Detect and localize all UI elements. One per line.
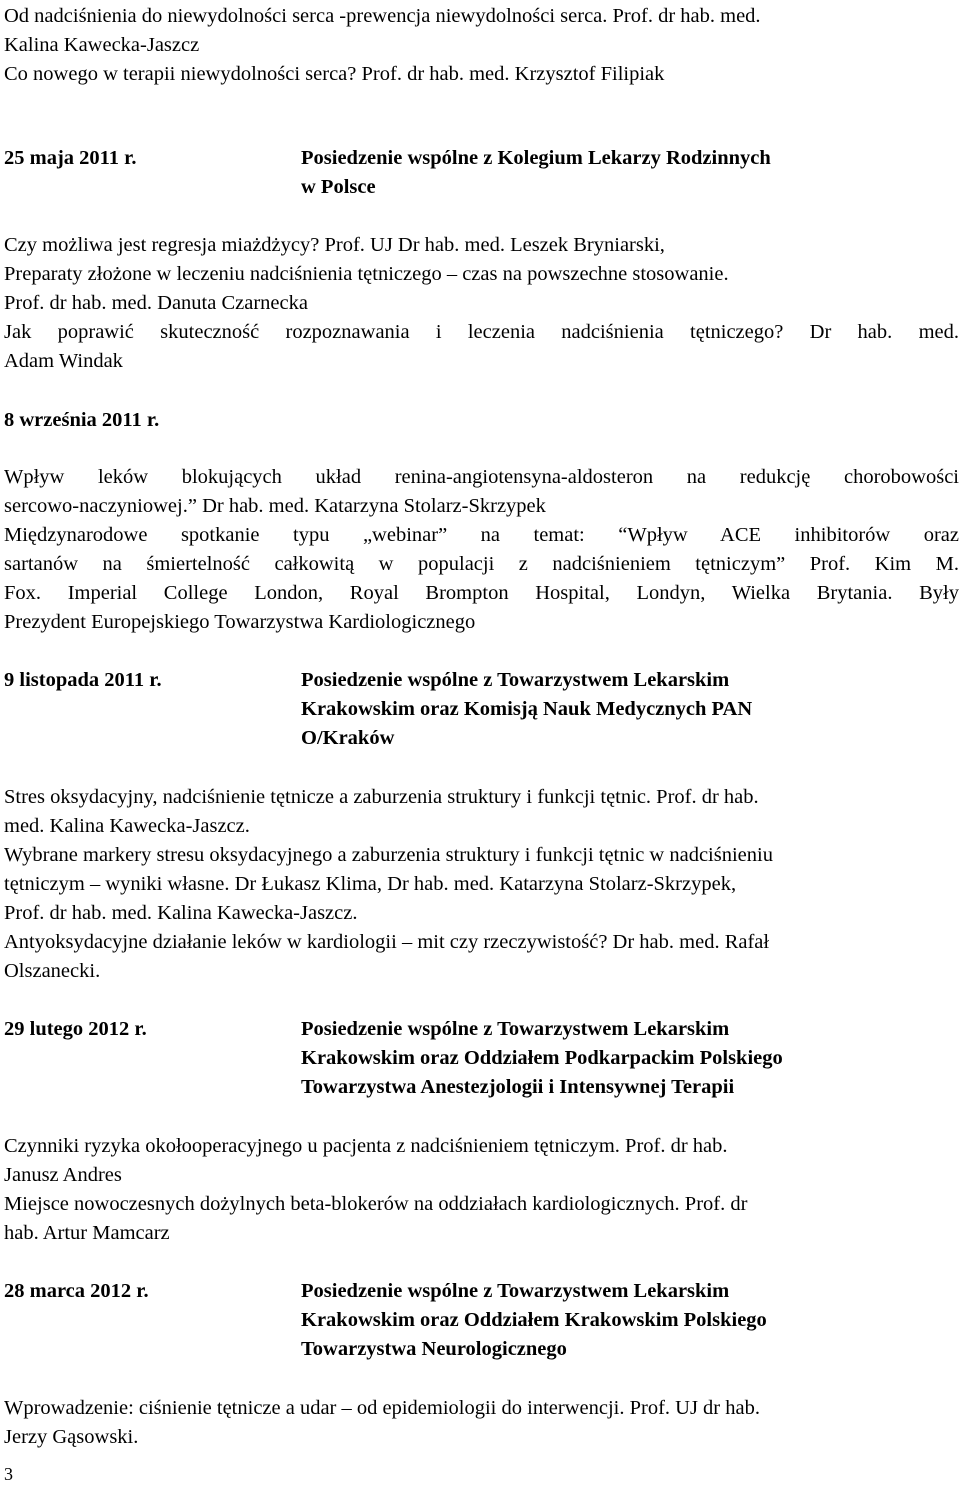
meeting-date: 28 marca 2012 r. <box>4 1280 149 1302</box>
lecture-line: Preparaty złożone w leczeniu nadciśnienia tętniczego – czas na powszechne stosowanie. <box>4 263 729 285</box>
meeting-title: Towarzystwa Neurologicznego <box>301 1338 567 1360</box>
meeting-date: 25 maja 2011 r. <box>4 147 137 169</box>
meeting-date: 8 września 2011 r. <box>4 409 160 431</box>
lecture-line: Jak poprawić skuteczność rozpoznawania i leczenia nadciśnienia tętniczego? Dr hab. med. <box>4 321 959 343</box>
lecture-line: Adam Windak <box>4 350 123 372</box>
lecture-line: Fox. Imperial College London, Royal Brompton Hospital, Londyn, Wielka Brytania. Były <box>4 582 959 604</box>
lecture-line: Prezydent Europejskiego Towarzystwa Kardiologicznego <box>4 611 476 633</box>
meeting-title: Krakowskim oraz Komisją Nauk Medycznych PAN <box>301 698 753 720</box>
meeting-date: 9 listopada 2011 r. <box>4 669 162 691</box>
meeting-title: O/Kraków <box>301 727 395 749</box>
lecture-line: Międzynarodowe spotkanie typu „webinar” na temat: “Wpływ ACE inhibitorów oraz <box>4 524 959 546</box>
intro-line: Co nowego w terapii niewydolności serca? Prof. dr hab. med. Krzysztof Filipiak <box>4 63 665 85</box>
lecture-line: Olszanecki. <box>4 960 101 982</box>
lecture-line: Prof. dr hab. med. Kalina Kawecka-Jaszcz. <box>4 902 358 924</box>
lecture-line: Prof. dr hab. med. Danuta Czarnecka <box>4 292 308 314</box>
lecture-line: Wprowadzenie: ciśnienie tętnicze a udar – od epidemiologii do interwencji. Prof. UJ dr hab. <box>4 1397 760 1419</box>
lecture-line: tętniczym – wyniki własne. Dr Łukasz Klima, Dr hab. med. Katarzyna Stolarz-Skrzypek, <box>4 873 737 895</box>
lecture-line: Janusz Andres <box>4 1164 122 1186</box>
lecture-line: Wpływ leków blokujących układ renina-angiotensyna-aldosteron na redukcję chorobowości <box>4 466 959 488</box>
lecture-line: sartanów na śmiertelność całkowitą w populacji z nadciśnieniem tętniczym” Prof. Kim M. <box>4 553 959 575</box>
meeting-title: Towarzystwa Anestezjologii i Intensywnej Terapii <box>301 1076 735 1098</box>
meeting-title: Krakowskim oraz Oddziałem Krakowskim Polskiego <box>301 1309 767 1331</box>
page-number: 3 <box>4 1464 13 1484</box>
lecture-line: hab. Artur Mamcarz <box>4 1222 170 1244</box>
lecture-line: sercowo-naczyniowej.” Dr hab. med. Katarzyna Stolarz-Skrzypek <box>4 495 546 517</box>
lecture-line: Czynniki ryzyka okołooperacyjnego u pacjenta z nadciśnieniem tętniczym. Prof. dr hab. <box>4 1135 728 1157</box>
lecture-line: Czy możliwa jest regresja miażdżycy? Prof. UJ Dr hab. med. Leszek Bryniarski, <box>4 234 665 256</box>
intro-line: Od nadciśnienia do niewydolności serca -prewencja niewydolności serca. Prof. dr hab. med. <box>4 5 761 27</box>
meeting-title: w Polsce <box>301 176 376 198</box>
meeting-title: Posiedzenie wspólne z Towarzystwem Lekarskim <box>301 1280 730 1302</box>
lecture-line: Stres oksydacyjny, nadciśnienie tętnicze a zaburzenia struktury i funkcji tętnic. Prof. dr hab. <box>4 786 759 808</box>
meeting-title: Posiedzenie wspólne z Towarzystwem Lekarskim <box>301 669 730 691</box>
intro-line: Kalina Kawecka-Jaszcz <box>4 34 200 56</box>
lecture-line: Miejsce nowoczesnych dożylnych beta-blokerów na oddziałach kardiologicznych. Prof. dr <box>4 1193 748 1215</box>
meeting-title: Krakowskim oraz Oddziałem Podkarpackim Polskiego <box>301 1047 783 1069</box>
lecture-line: Antyoksydacyjne działanie leków w kardiologii – mit czy rzeczywistość? Dr hab. med. Rafał <box>4 931 770 953</box>
meeting-title: Posiedzenie wspólne z Kolegium Lekarzy Rodzinnych <box>301 147 771 169</box>
lecture-line: med. Kalina Kawecka-Jaszcz. <box>4 815 250 837</box>
meeting-date: 29 lutego 2012 r. <box>4 1018 147 1040</box>
lecture-line: Wybrane markery stresu oksydacyjnego a zaburzenia struktury i funkcji tętnic w nadciśnieniu <box>4 844 773 866</box>
lecture-line: Jerzy Gąsowski. <box>4 1426 139 1448</box>
meeting-title: Posiedzenie wspólne z Towarzystwem Lekarskim <box>301 1018 730 1040</box>
